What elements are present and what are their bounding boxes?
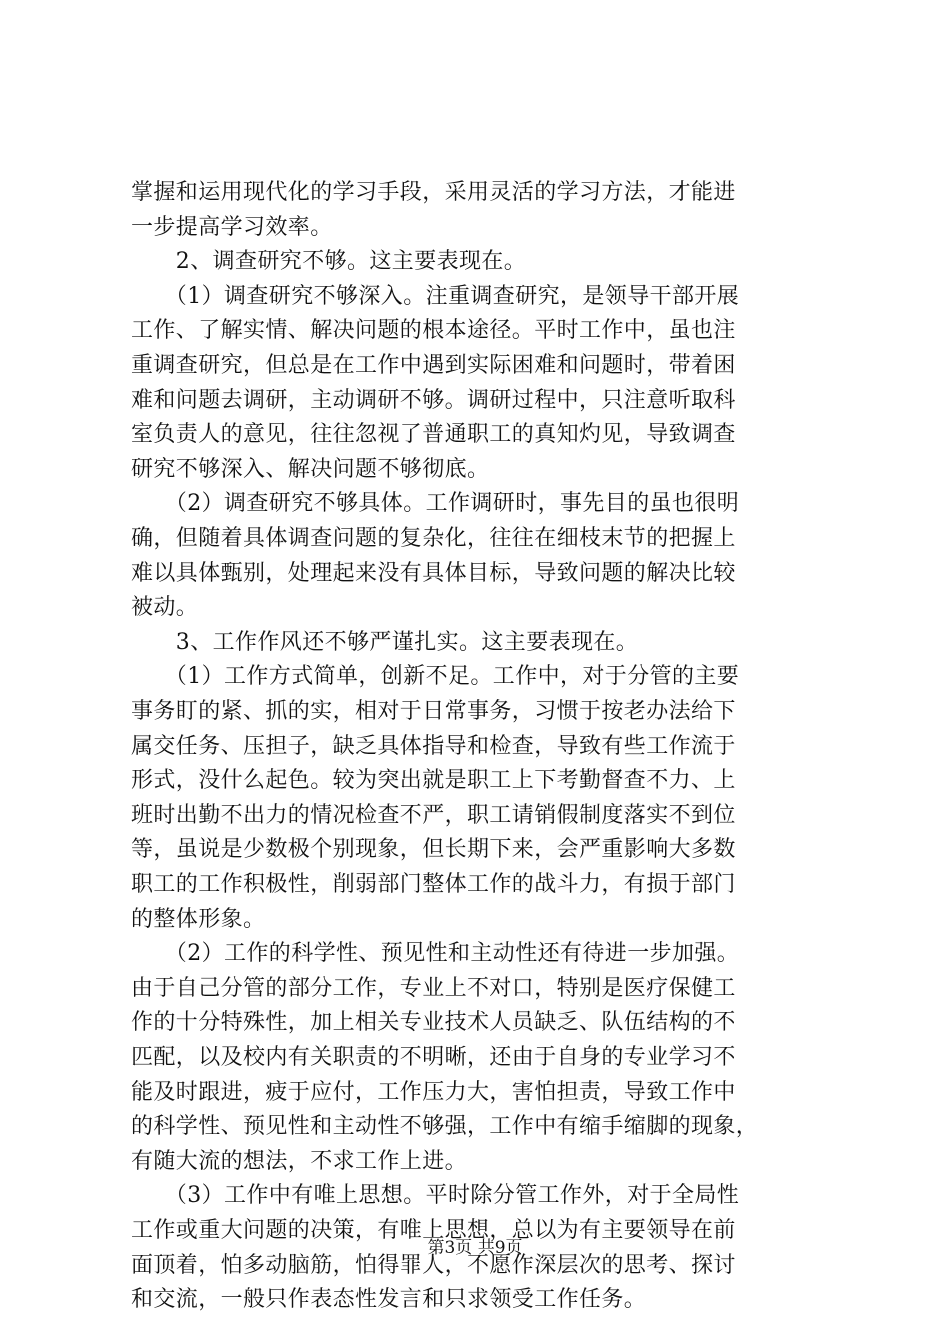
text-line: 能及时跟进，疲于应付，工作压力大，害怕担责，导致工作中 — [131, 1079, 736, 1105]
text-line: 的科学性、预见性和主动性不够强，工作中有缩手缩脚的现象， — [131, 1114, 759, 1140]
text-line: 面顶着，怕多动脑筋，怕得罪人，不愿作深层次的思考、探讨 — [131, 1252, 736, 1278]
text-line: 室负责人的意见，往往忽视了普通职工的真知灼见，导致调查 — [131, 422, 736, 448]
text-line: 工作、了解实情、解决问题的根本途径。平时工作中，虽也注 — [131, 318, 736, 344]
text-line: 难和问题去调研，主动调研不够。调研过程中，只注意听取科 — [131, 387, 736, 413]
text-line: 一步提高学习效率。 — [131, 214, 333, 240]
page-footer: 第3页 共9页 — [427, 1238, 523, 1258]
text-line: 2、调查研究不够。这主要表现在。 — [131, 249, 527, 275]
text-line: 工作或重大问题的决策，有唯上思想，总以为有主要领导在前 — [131, 1218, 736, 1243]
text-line: （2）调查研究不够具体。工作调研时，事先目的虽也很明 — [131, 491, 740, 517]
text-line: 匹配，以及校内有关职责的不明晰，还由于自身的专业学习不 — [131, 1045, 736, 1070]
text-line: 等，虽说是少数极个别现象，但长期下来，会严重影响大多数 — [131, 837, 736, 863]
text-line: 职工的工作积极性，削弱部门整体工作的战斗力，有损于部门 — [131, 872, 736, 897]
text-line: 形式，没什么起色。较为突出就是职工上下考勤督查不力、上 — [131, 768, 736, 794]
text-line: 的整体形象。 — [131, 906, 266, 932]
text-line: 有随大流的想法，不求工作上进。 — [131, 1148, 468, 1174]
text-line: （1）工作方式简单，创新不足。工作中，对于分管的主要 — [131, 664, 740, 690]
text-line: 难以具体甄别，处理起来没有具体目标，导致问题的解决比较 — [131, 560, 736, 586]
text-line: 3、工作作风还不够严谨扎实。这主要表现在。 — [131, 629, 639, 655]
text-line: （2）工作的科学性、预见性和主动性还有待进一步加强。 — [131, 941, 740, 967]
text-line: （1）调查研究不够深入。注重调查研究，是领导干部开展 — [131, 283, 740, 309]
text-line: 属交任务、压担子，缺乏具体指导和检查，导致有些工作流于 — [131, 733, 736, 759]
text-line: 重调查研究，但总是在工作中遇到实际困难和问题时，带着困 — [131, 353, 736, 378]
text-line: 事务盯的紧、抓的实，相对于日常事务，习惯于按老办法给下 — [131, 699, 736, 724]
text-line: 掌握和运用现代化的学习手段，采用灵活的学习方法，才能进 — [131, 180, 736, 205]
text-line: （3）工作中有唯上思想。平时除分管工作外，对于全局性 — [131, 1183, 740, 1209]
text-line: 被动。 — [131, 595, 199, 621]
text-line: 研究不够深入、解决问题不够彻底。 — [131, 456, 490, 482]
text-line: 和交流，一般只作表态性发言和只求领受工作任务。 — [131, 1287, 647, 1313]
text-line: 确，但随着具体调查问题的复杂化，往往在细枝末节的把握上 — [131, 526, 736, 551]
text-line: 班时出勤不出力的情况检查不严，职工请销假制度落实不到位 — [131, 802, 736, 828]
text-line: 作的十分特殊性，加上相关专业技术人员缺乏、队伍结构的不 — [131, 1010, 736, 1036]
text-line: 由于自己分管的部分工作，专业上不对口，特别是医疗保健工 — [131, 975, 736, 1001]
